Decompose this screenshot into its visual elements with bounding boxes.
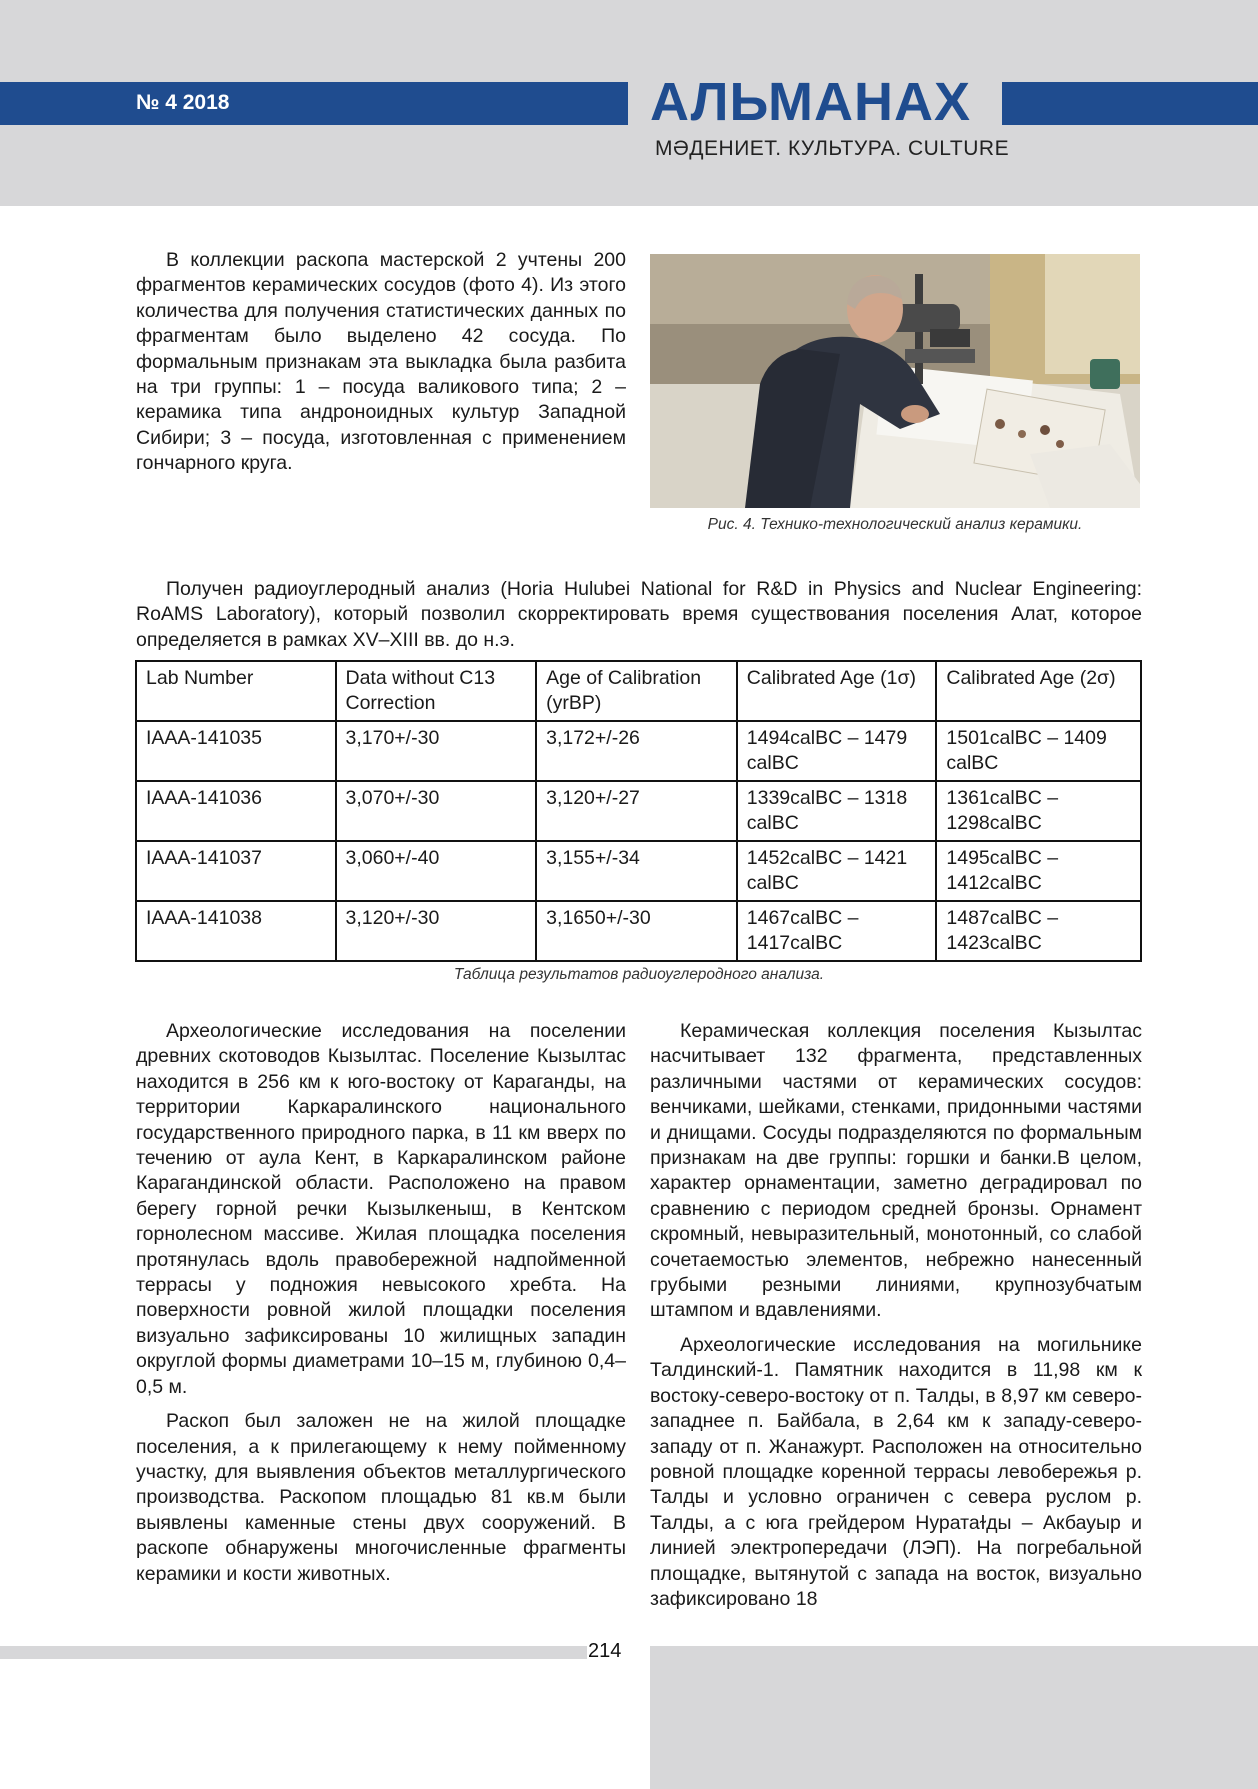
header-calibrated-age-2sigma: Calibrated Age (2σ)	[936, 661, 1141, 721]
table-row	[136, 781, 1141, 841]
table-cell: IAAA-141038	[136, 901, 336, 961]
header-lab-number: Lab Number	[136, 661, 336, 721]
intro-text	[136, 248, 626, 477]
table-row	[136, 721, 1141, 781]
table-cell: 1339calBC – 1318 calBC	[737, 781, 937, 841]
magazine-title: АЛЬМАНАХ	[650, 72, 972, 132]
left-column	[136, 1019, 626, 1587]
issue-bar	[0, 82, 628, 125]
header-data-without-correction: Data without C13 Correction	[336, 661, 537, 721]
header-right-bar	[1002, 82, 1258, 125]
table-cell: 1361calBC – 1298calBC	[936, 781, 1141, 841]
table-row	[136, 901, 1141, 961]
intro-paragraph: В коллекции раскопа мастерской 2 учтены 200 фрагментов керамических сосудов (фото 4). Из этого количества для получения статистических данных по фрагментам было выделено 42 сосуда. По формальным признакам эта выкладка была разбита на три группы: 1 – посуда валикового типа; 2 – керамика типа андроноидных культур Западной Сибири; 3 – посуда, изготовленная с применением гончарного круга.	[136, 249, 626, 475]
magazine-subtitle: МӘДЕНИЕТ. КУЛЬТУРА. CULTURE	[655, 137, 1010, 160]
table-cell: 3,070+/-30	[336, 781, 537, 841]
table-cell: 1487calBC – 1423calBC	[936, 901, 1141, 961]
page-number: 214	[588, 1640, 622, 1662]
table-cell: 1467calBC – 1417calBC	[737, 901, 937, 961]
footer-line	[0, 1646, 587, 1659]
left-paragraph-1: Археологические исследования на поселении древних скотоводов Кызылтас. Поселение Кызылтас находится в 256 км к юго-востоку от Караганды, на территории Каркаралинского национального государственного природного парка, в 11 км вверх по течению от аула Кент, в Каркаралинском районе Карагандинской области. Расположено на правом берегу горной речки Кызылкеныш, в Кентском горнолесном массиве. Жилая площадка поселения протянулась вдоль правобережной надпойменной террасы у подножия невысокого хребта. На поверхности ровной жилой площадки поселения визуально зафиксированы 10 жилищных западин округлой формы диаметрами 10–15 м, глубиною 0,4–0,5 м.	[136, 1020, 626, 1398]
figure-caption: Рис. 4. Технико-технологический анализ керамики.	[707, 516, 1083, 533]
radiocarbon-paragraph: Получен радиоуглеродный анализ (Horia Hulubei National for R&D in Physics and Nuclear Engineering: RoAMS Laboratory), который позволил скорректировать время существования поселения Алат, которое определяется в рамках XV–XIII вв. до н.э.	[136, 578, 1142, 651]
footer-block	[650, 1646, 1258, 1789]
table-row	[136, 841, 1141, 901]
issue-number: № 4 2018	[136, 91, 230, 114]
header-age-of-calibration: Age of Calibration (yrBP)	[536, 661, 737, 721]
table-cell: 3,120+/-30	[336, 901, 537, 961]
table-cell: IAAA-141036	[136, 781, 336, 841]
table-cell: 3,170+/-30	[336, 721, 537, 781]
table-cell: IAAA-141037	[136, 841, 336, 901]
radiocarbon-text	[136, 577, 1142, 653]
right-column	[650, 1019, 1142, 1612]
table-cell: 3,155+/-34	[536, 841, 737, 901]
table-cell: 3,120+/-27	[536, 781, 737, 841]
table-cell: 3,1650+/-30	[536, 901, 737, 961]
table-header-row	[136, 661, 1141, 721]
table-cell: 1501calBC – 1409 calBC	[936, 721, 1141, 781]
header-calibrated-age-1sigma: Calibrated Age (1σ)	[737, 661, 937, 721]
table-caption: Таблица результатов радиоуглеродного анализа.	[453, 966, 825, 983]
table-cell: IAAA-141035	[136, 721, 336, 781]
table-cell: 3,172+/-26	[536, 721, 737, 781]
table-cell: 3,060+/-40	[336, 841, 537, 901]
right-paragraph-1: Керамическая коллекция поселения Кызылтас насчитывает 132 фрагмента, представленных различными частями от керамических сосудов: венчиками, шейками, стенками, придонными частями и днищами. Сосуды подразделяются по формальным признакам на две группы: горшки и банки.В целом, характер орнаментации, заметно деградировал по сравнению с периодом средней бронзы. Орнамент скромный, невыразительный, монотонный, со слабой сочетаемостью элементов, небрежно нанесенный грубыми резными линиями, крупнозубчатым штампом и вдавлениями.	[650, 1020, 1142, 1322]
radiocarbon-table	[135, 660, 1142, 962]
left-paragraph-2: Раскоп был заложен не на жилой площадке поселения, а к прилегающему к нему пойменному участку, для выявления объектов металлургического производства. Раскопом площадью 81 кв.м были выявлены каменные стены двух сооружений. В раскопе обнаружены многочисленные фрагменты керамики и кости животных.	[136, 1410, 626, 1585]
photo-ceramics-analysis	[650, 254, 1140, 508]
table-cell: 1495calBC – 1412calBC	[936, 841, 1141, 901]
photo-illustration	[650, 254, 1140, 508]
table-cell: 1452calBC – 1421 calBC	[737, 841, 937, 901]
right-paragraph-2: Археологические исследования на могильнике Талдинский-1. Памятник находится в 11,98 км к востоку-северо-востоку от п. Талды, в 8,97 км северо-западнее п. Байбала, в 2,64 км к западу-северо-западу от п. Жанажурт. Расположен на относительно ровной площадке коренной террасы левобережья р. Талды и условно ограничен с севера руслом р. Талды, а с юга грейдером Нуратаɫды – Акбауыр и линией электропередачи (ЛЭП). На погребальной площадке, вытянутой с запада на восток, визуально зафиксировано 18	[650, 1333, 1142, 1610]
table-cell: 1494calBC – 1479 calBC	[737, 721, 937, 781]
